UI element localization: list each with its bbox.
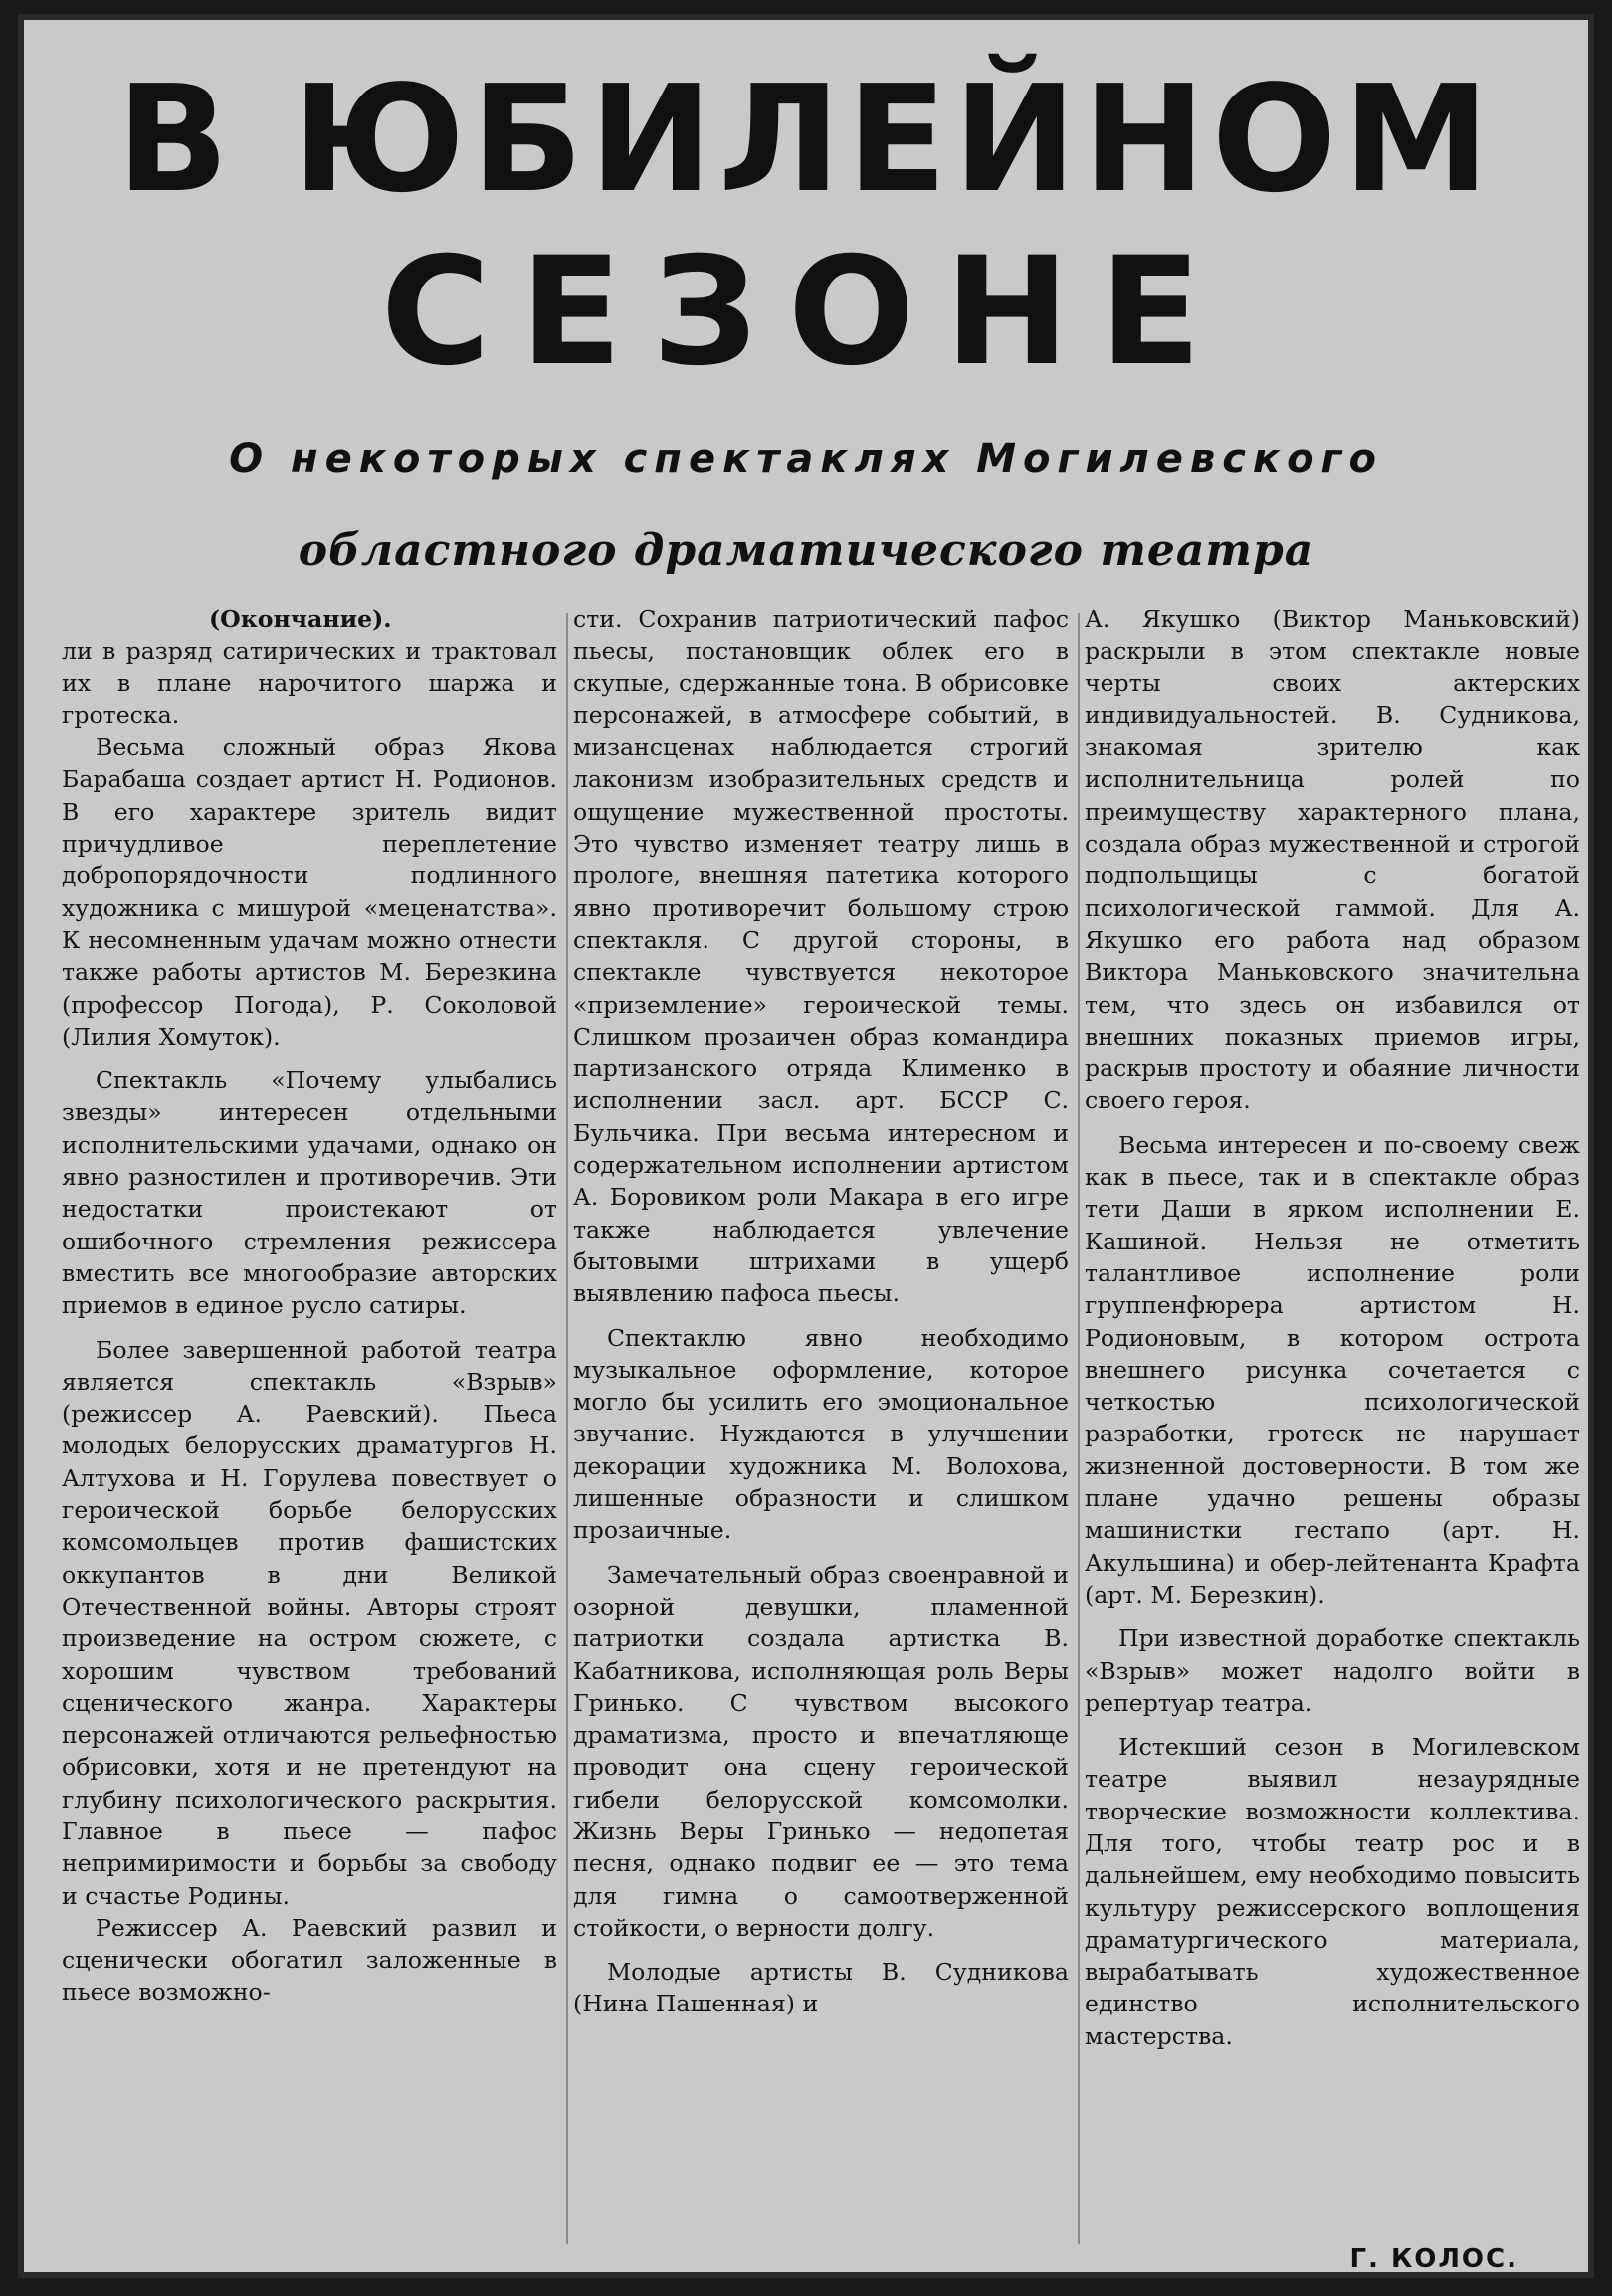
continuation-label: (Окончание). bbox=[209, 605, 392, 633]
subtitle-line-1: О некоторых спектаклях Могилевского bbox=[229, 436, 1383, 481]
paragraph: сти. Сохранив патриотический пафос пьесы, постановщик облек его в скупые, сдержанные тона. В обрисовке персонажей, в атмосфере событий, в мизансценах наблюдается строгий лаконизм изобразительных средств и ощущение мужественной простоты. Это чувство изменяет театру лишь в прологе, внешняя патетика которого явно противоречит большому строю спектакля. С другой стороны, в спектакле чувствуется некоторое «приземление» героической темы. Слишком прозаичен образ командира партизанского отряда Клименко в исполнении засл. арт. БССР С. Бульчика. При весьма интересном и содержательном исполнении артистом А. Боровиком роли Макара в его игре также наблюдается увлечение бытовыми штрихами в ущерб выявлению пафоса пьесы. bbox=[573, 605, 1069, 1308]
paragraph: Молодые артисты В. Судникова (Нина Пашенная) и bbox=[573, 1958, 1069, 2018]
paragraph: При известной доработке спектакль «Взрыв» может надолго войти в репертуар театра. bbox=[1085, 1625, 1580, 1717]
paragraph: Спектаклю явно необходимо музыкальное оформление, которое могло бы усилить его эмоциональное звучание. Нуждаются в улучшении декорации художника М. Волохова, лишенные образности и слишком прозаичные. bbox=[573, 1323, 1069, 1545]
column-divider bbox=[1078, 613, 1080, 2244]
headline-line-2: СЕЗОНЕ bbox=[380, 226, 1232, 399]
paragraph: Замечательный образ своенравной и озорной девушки, пламенной патриотки создала артистка В. Кабатникова, исполняющая роль Веры Гринько. С чувством высокого драматизма, просто и впечатляюще проводит она сцену героической гибели белорусской комсомолки. Жизнь Веры Гринько — недопетая песня, однако подвиг ее — это тема для гимна о самоотверженной стойкости, о верности долгу. bbox=[573, 1560, 1069, 1942]
subtitle-line-2: областного драматического театра bbox=[298, 525, 1314, 576]
headline-line-1: В ЮБИЛЕЙНОМ bbox=[116, 54, 1496, 225]
paragraph: Более завершенной работой театра является спектакль «Взрыв» (режиссер А. Раевский). Пьеса молодых белорусских драматургов Н. Алтухова и Н. Горулева повествует о героической борьбе белорусских комсомольцев против фашистских оккупантов в дни Великой Отечественной войны. Авторы строят произведение на остром сюжете, с хорошим чувством требований сценического жанра. Характеры персонажей отличаются рельефностью обрисовки, хотя и не претендуют на глубину психологического раскрытия. Главное в пьесе — пафос непримиримости и борьбы за свободу и счастье Родины. bbox=[62, 1335, 557, 1910]
author-signature: Г. КОЛОС. bbox=[1349, 2244, 1518, 2274]
paragraph: Весьма интересен и по-своему свеж как в пьесе, так и в спектакле образ тети Даши в ярком исполнении Е. Кашиной. Нельзя не отметить талантливое исполнение роли группенфюрера артистом Н. Родионовым, в котором острота внешнего рисунка сочетается с четкостью психологической разработки, гротеск не нарушает жизненной достоверности. В том же плане удачно решены образы машинистки гестапо (арт. Н. Акульшина) и обер-лейтенанта Крафта (арт. М. Березкин). bbox=[1085, 1130, 1580, 1609]
paragraph: А. Якушко (Виктор Маньковский) раскрыли в этом спектакле новые черты своих актерских индивидуальностей. В. Судникова, знакомая зрителю как исполнительница ролей по преимуществу характерного плана, создала образ мужественной и строгой подпольщицы с богатой психологической гаммой. Для А. Якушко его работа над образом Виктора Маньковского значительна тем, что здесь он избавился от внешних показных приемов игры, раскрыв простоту и обаяние личности своего героя. bbox=[1085, 605, 1580, 1115]
paragraph: ли в разряд сатирических и трактовал их в плане нарочитого шаржа и гротеска. bbox=[62, 637, 557, 729]
column-divider bbox=[566, 613, 568, 2244]
article-column-3 bbox=[1085, 603, 1580, 2274]
newspaper-clipping bbox=[18, 14, 1594, 2278]
paragraph: Истекший сезон в Могилевском театре выявил незаурядные творческие возможности коллектива. Для того, чтобы театр рос и в дальнейшем, ему необходимо повысить культуру режиссерского воплощения драматургического материала, вырабатывать художественное единство исполнительского мастерства. bbox=[1085, 1733, 1580, 2050]
paragraph: Весьма сложный образ Якова Барабаша создает артист Н. Родионов. В его характере зритель видит причудливое переплетение добропорядочности подлинного художника с мишурой «меценатства». К несомненным удачам можно отнести также работы артистов М. Березкина (профессор Погода), Р. Соколовой (Лилия Хомуток). bbox=[62, 733, 557, 1051]
paragraph: Режиссер А. Раевский развил и сценически обогатил заложенные в пьесе возможно- bbox=[62, 1913, 557, 2007]
paragraph: Спектакль «Почему улыбались звезды» интересен отдельными исполнительскими удачами, однако он явно разностилен и противоречив. Эти недостатки проистекают от ошибочного стремления режиссера вместить все многообразие авторских приемов в единое русло сатиры. bbox=[62, 1066, 557, 1320]
article-column-1 bbox=[62, 603, 557, 2274]
article-column-2 bbox=[573, 603, 1069, 2274]
